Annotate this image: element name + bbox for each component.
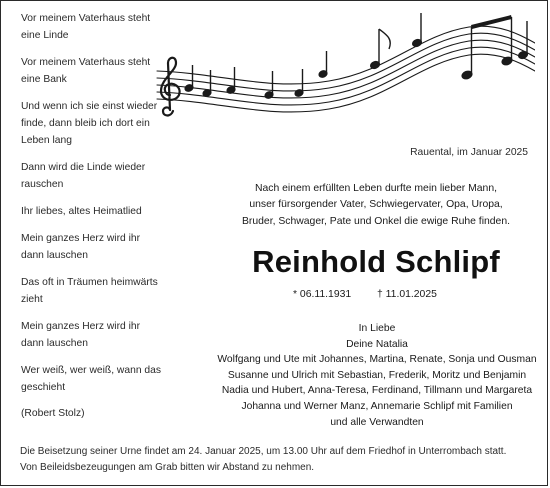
mourners-line: und alle Verwandten <box>330 416 424 428</box>
poem-line: Wer weiß, wer weiß, wann das <box>21 365 162 376</box>
poem-line: eine Linde <box>21 30 69 41</box>
poem-line: geschieht <box>21 382 66 393</box>
poem-author: (Robert Stolz) <box>21 408 85 419</box>
place-date: Rauental, im Januar 2025 <box>410 147 528 158</box>
mourners-line: Deine Natalia <box>346 338 408 350</box>
poem-line: Leben lang <box>21 135 72 146</box>
mourners-line: Susanne und Ulrich mit Sebastian, Frederik, Moritz und Benjamin <box>227 369 527 381</box>
poem-line: Mein ganzes Herz wird ihr <box>21 233 141 244</box>
poem-line: Mein ganzes Herz wird ihr <box>21 321 141 332</box>
poem-line: Das oft in Träumen heimwärts <box>21 277 158 288</box>
funeral-info <box>20 444 506 475</box>
poem-line: eine Bank <box>21 74 67 85</box>
poem-line: Vor meinem Vaterhaus steht <box>21 57 151 68</box>
intro-line: Bruder, Schwager, Pate und Onkel die ewige Ruhe finden. <box>241 215 511 227</box>
funeral-info-line: Die Beisetzung seiner Urne findet am 24. Januar 2025, um 13.00 Uhr auf dem Friedhof in Unterrombach statt. <box>20 446 507 457</box>
poem-line: rauschen <box>21 179 64 190</box>
mourners-line: In Liebe <box>358 323 396 334</box>
poem-line: Dann wird die Linde wieder <box>21 162 146 173</box>
treble-clef-icon <box>161 58 180 116</box>
poem-line: Ihr liebes, altes Heimatlied <box>21 206 142 217</box>
funeral-info-line: Von Beileidsbezeugungen am Grab bitten wir Abstand zu nehmen. <box>20 461 315 473</box>
poem-line: Vor meinem Vaterhaus steht <box>21 13 151 24</box>
mourners-line: Nadia und Hubert, Anna-Teresa, Ferdinand, Tillmann und Margareta <box>221 385 533 397</box>
mourners-line: Johanna und Werner Manz, Annemarie Schlipf mit Familien <box>241 400 513 412</box>
intro-line: unser fürsorgender Vater, Schwiegervater, Opa, Uropa, <box>249 199 503 211</box>
poem-line: finde, dann bleib ich dort ein <box>21 118 150 129</box>
poem-line: Und wenn ich sie einst wieder <box>21 101 158 112</box>
mourners-line: Wolfgang und Ute mit Johannes, Martina, Renate, Sonja und Ousman <box>217 354 537 366</box>
poem-line: dann lauschen <box>21 338 88 349</box>
intro-line: Nach einem erfüllten Leben durfte mein lieber Mann, <box>254 183 497 194</box>
mourners-list <box>191 321 550 430</box>
intro-text <box>223 181 529 230</box>
deceased-name: Reinhold Schlipf <box>252 244 500 279</box>
birth-date: * 06.11.1931 <box>293 289 352 300</box>
music-staff-icon <box>149 13 535 125</box>
death-date: † 11.01.2025 <box>377 289 437 300</box>
poem-line: zieht <box>21 294 43 305</box>
poem-line: dann lauschen <box>21 250 88 261</box>
